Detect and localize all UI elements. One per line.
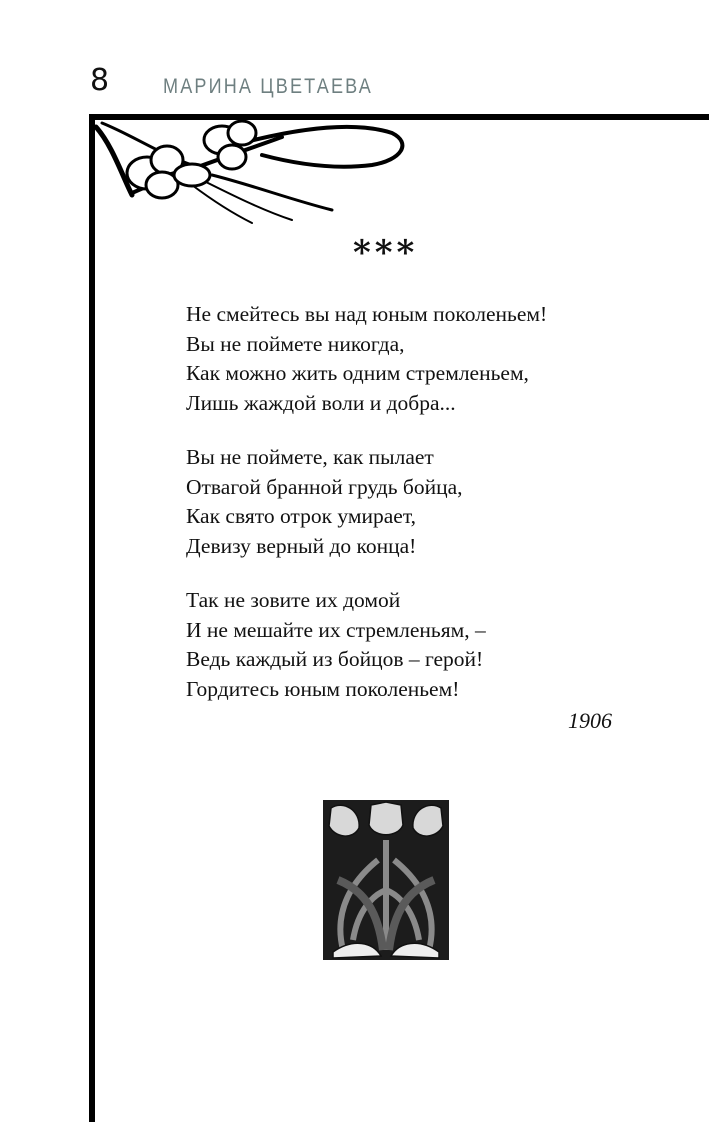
tulip-tailpiece-icon [323,800,449,960]
frame-left-border [89,114,95,1122]
stanza [186,443,547,561]
poem-line: Отвагой бранной грудь бойца, [186,474,463,499]
poem-line: Ведь каждый из бойцов – герой! [186,647,484,671]
stanza [186,586,547,704]
poem-line: Как можно жить одним стремленьем, [186,361,529,385]
poem-year: 1906 [568,708,612,733]
page-number: 8 [90,63,110,98]
section-divider-asterisks: *** [353,233,419,273]
poem-line: И не мешайте их стремленьям, – [186,617,486,642]
running-head: МАРИНА ЦВЕТАЕВА [163,75,373,98]
poem-line: Не смейтесь вы над юным поколеньем! [186,302,548,326]
poem-line: Гордитесь юным поколеньем! [186,676,460,701]
poem-line: Вы не поймете никогда, [186,331,405,356]
poem-line: Лишь жаждой воли и добра... [186,390,456,415]
poem-line: Девизу верный до конца! [186,533,417,558]
floral-corner-ornament-icon [92,115,422,225]
poem-body [186,300,547,729]
poem-line: Как свято отрок умирает, [186,504,416,528]
poem-line: Вы не поймете, как пылает [186,445,434,469]
stanza [186,300,547,418]
poem-line: Так не зовите их домой [186,588,401,612]
